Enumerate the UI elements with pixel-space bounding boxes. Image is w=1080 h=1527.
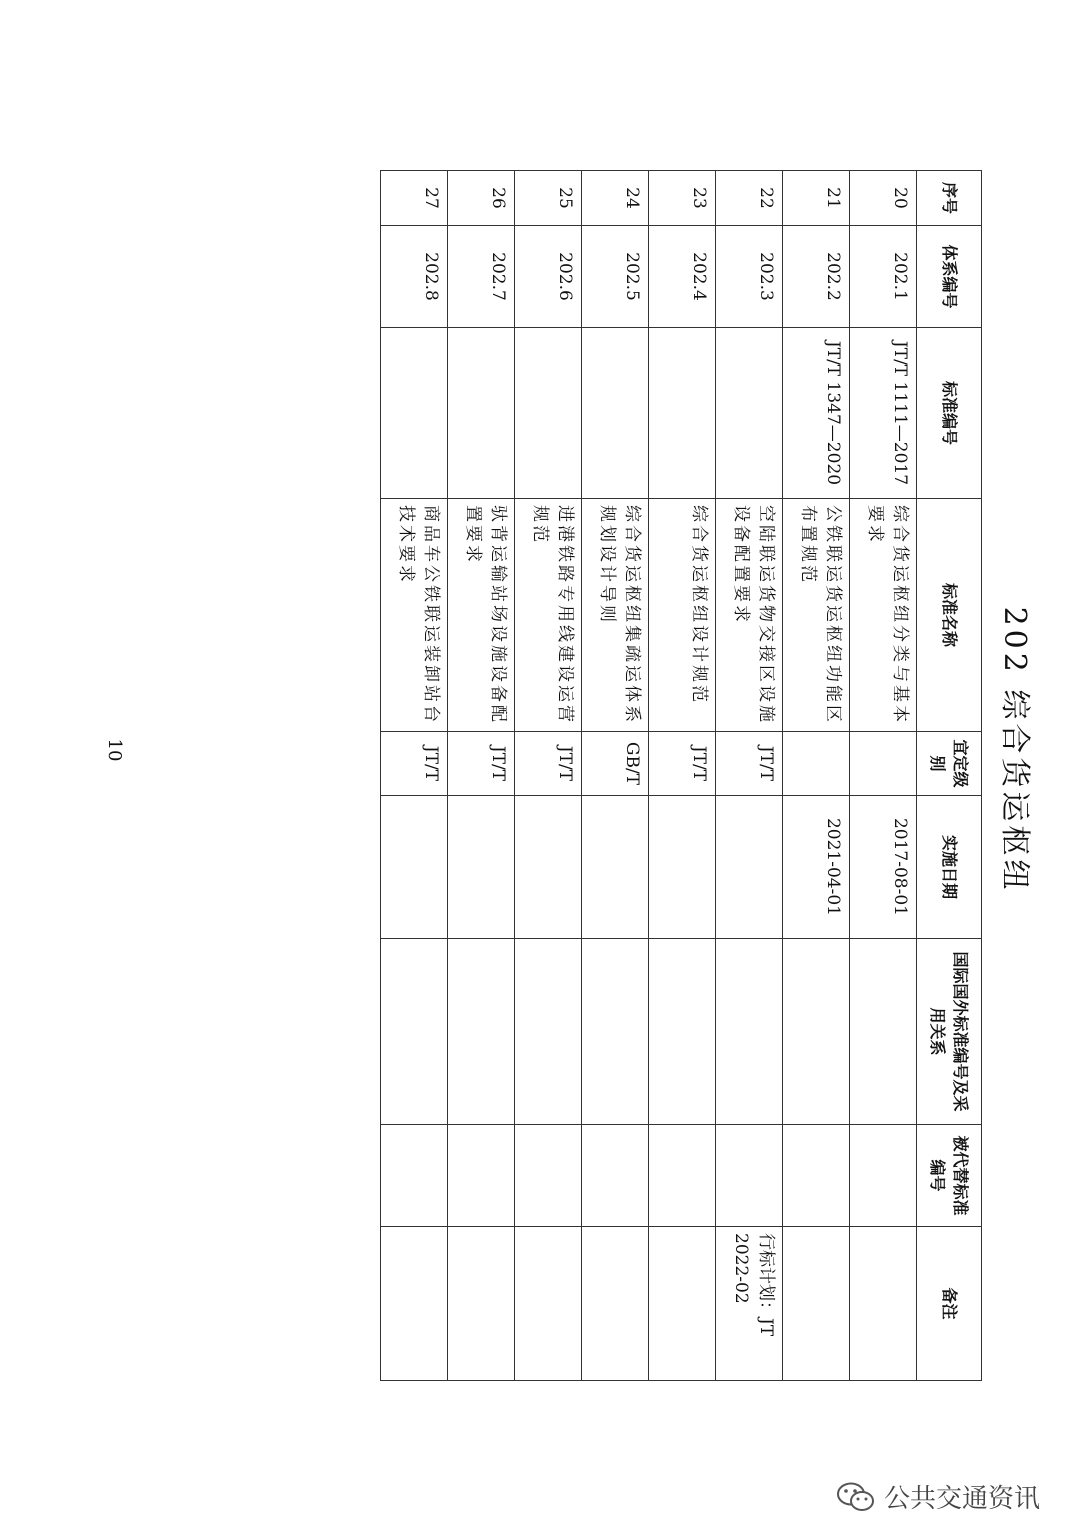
cell-note (850, 1227, 917, 1381)
cell-system-code: 202.6 (515, 226, 582, 328)
cell-level (783, 732, 850, 796)
cell-standard-code (582, 328, 649, 499)
cell-level: JT/T (448, 732, 515, 796)
col-header-level: 宜定级别 (917, 732, 982, 796)
cell-standard-name: 公铁联运货运枢纽功能区布置规范 (783, 499, 850, 732)
cell-date: 2017-08-01 (850, 796, 917, 939)
watermark-text: 公共交通资讯 (883, 1484, 1040, 1514)
cell-system-code: 202.8 (381, 226, 448, 328)
cell-note: 行标计划：JT 2022-02 (716, 1227, 783, 1381)
col-header-no: 序号 (917, 171, 982, 226)
cell-level: JT/T (381, 732, 448, 796)
cell-standard-code (649, 328, 716, 499)
cell-date (381, 796, 448, 939)
cell-intl (582, 939, 649, 1125)
col-header-note: 备注 (917, 1227, 982, 1381)
cell-date (649, 796, 716, 939)
table-row (448, 171, 515, 1381)
cell-level: GB/T (582, 732, 649, 796)
cell-note (448, 1227, 515, 1381)
cell-note (783, 1227, 850, 1381)
rotated-page (0, 70, 1080, 1490)
page-number: 10 (104, 738, 125, 762)
cell-standard-name: 综合货运枢纽设计规范 (649, 499, 716, 732)
cell-note (381, 1227, 448, 1381)
cell-intl (649, 939, 716, 1125)
cell-standard-code: JT/T 1111—2017 (850, 328, 917, 499)
cell-no: 20 (850, 171, 917, 226)
cell-system-code: 202.4 (649, 226, 716, 328)
cell-replaced (448, 1125, 515, 1227)
cell-replaced (716, 1125, 783, 1227)
table-row (783, 171, 850, 1381)
cell-level: JT/T (716, 732, 783, 796)
cell-intl (381, 939, 448, 1125)
cell-level (850, 732, 917, 796)
cell-no: 26 (448, 171, 515, 226)
col-header-replaced: 被代替标准编号 (917, 1125, 982, 1227)
cell-system-code: 202.7 (448, 226, 515, 328)
col-header-system-code: 体系编号 (917, 226, 982, 328)
cell-replaced (850, 1125, 917, 1227)
table-row (716, 171, 783, 1381)
col-header-standard-name: 标准名称 (917, 499, 982, 732)
cell-standard-name: 进港铁路专用线建设运营规范 (515, 499, 582, 732)
cell-date (515, 796, 582, 939)
cell-no: 21 (783, 171, 850, 226)
cell-system-code: 202.3 (716, 226, 783, 328)
col-header-standard-code: 标准编号 (917, 328, 982, 499)
cell-no: 23 (649, 171, 716, 226)
cell-replaced (515, 1125, 582, 1227)
table-row (649, 171, 716, 1381)
col-header-intl: 国际国外标准编号及采用关系 (917, 939, 982, 1125)
cell-note (649, 1227, 716, 1381)
cell-note (582, 1227, 649, 1381)
cell-standard-code (716, 328, 783, 499)
standards-table (380, 170, 982, 1381)
cell-system-code: 202.5 (582, 226, 649, 328)
cell-level: JT/T (515, 732, 582, 796)
cell-intl (850, 939, 917, 1125)
col-header-date: 实施日期 (917, 796, 982, 939)
cell-standard-code (381, 328, 448, 499)
cell-no: 25 (515, 171, 582, 226)
cell-date (582, 796, 649, 939)
cell-standard-code (515, 328, 582, 499)
cell-date (716, 796, 783, 939)
cell-date (448, 796, 515, 939)
table-row (381, 171, 448, 1381)
cell-replaced (582, 1125, 649, 1227)
cell-standard-code: JT/T 1347—2020 (783, 328, 850, 499)
cell-no: 27 (381, 171, 448, 226)
watermark (836, 1478, 1040, 1515)
cell-no: 22 (716, 171, 783, 226)
cell-standard-name: 空陆联运货物交接区设施设备配置要求 (716, 499, 783, 732)
table-header-row (917, 171, 982, 1381)
cell-replaced (381, 1125, 448, 1227)
cell-standard-name: 驮背运输站场设施设备配置要求 (448, 499, 515, 732)
table-row (515, 171, 582, 1381)
table-row (850, 171, 917, 1381)
table-row (582, 171, 649, 1381)
cell-level: JT/T (649, 732, 716, 796)
page-title: 202 综合货运枢纽 (997, 606, 1032, 894)
cell-intl (448, 939, 515, 1125)
cell-system-code: 202.2 (783, 226, 850, 328)
cell-intl (716, 939, 783, 1125)
cell-system-code: 202.1 (850, 226, 917, 328)
cell-note (515, 1227, 582, 1381)
cell-intl (515, 939, 582, 1125)
cell-standard-name: 综合货运枢纽分类与基本要求 (850, 499, 917, 732)
cell-date: 2021-04-01 (783, 796, 850, 939)
cell-replaced (649, 1125, 716, 1227)
wechat-icon (836, 1481, 876, 1513)
cell-intl (783, 939, 850, 1125)
cell-standard-name: 商品车公铁联运装卸站台技术要求 (381, 499, 448, 732)
cell-replaced (783, 1125, 850, 1227)
cell-standard-name: 综合货运枢纽集疏运体系规划设计导则 (582, 499, 649, 732)
cell-standard-code (448, 328, 515, 499)
cell-no: 24 (582, 171, 649, 226)
